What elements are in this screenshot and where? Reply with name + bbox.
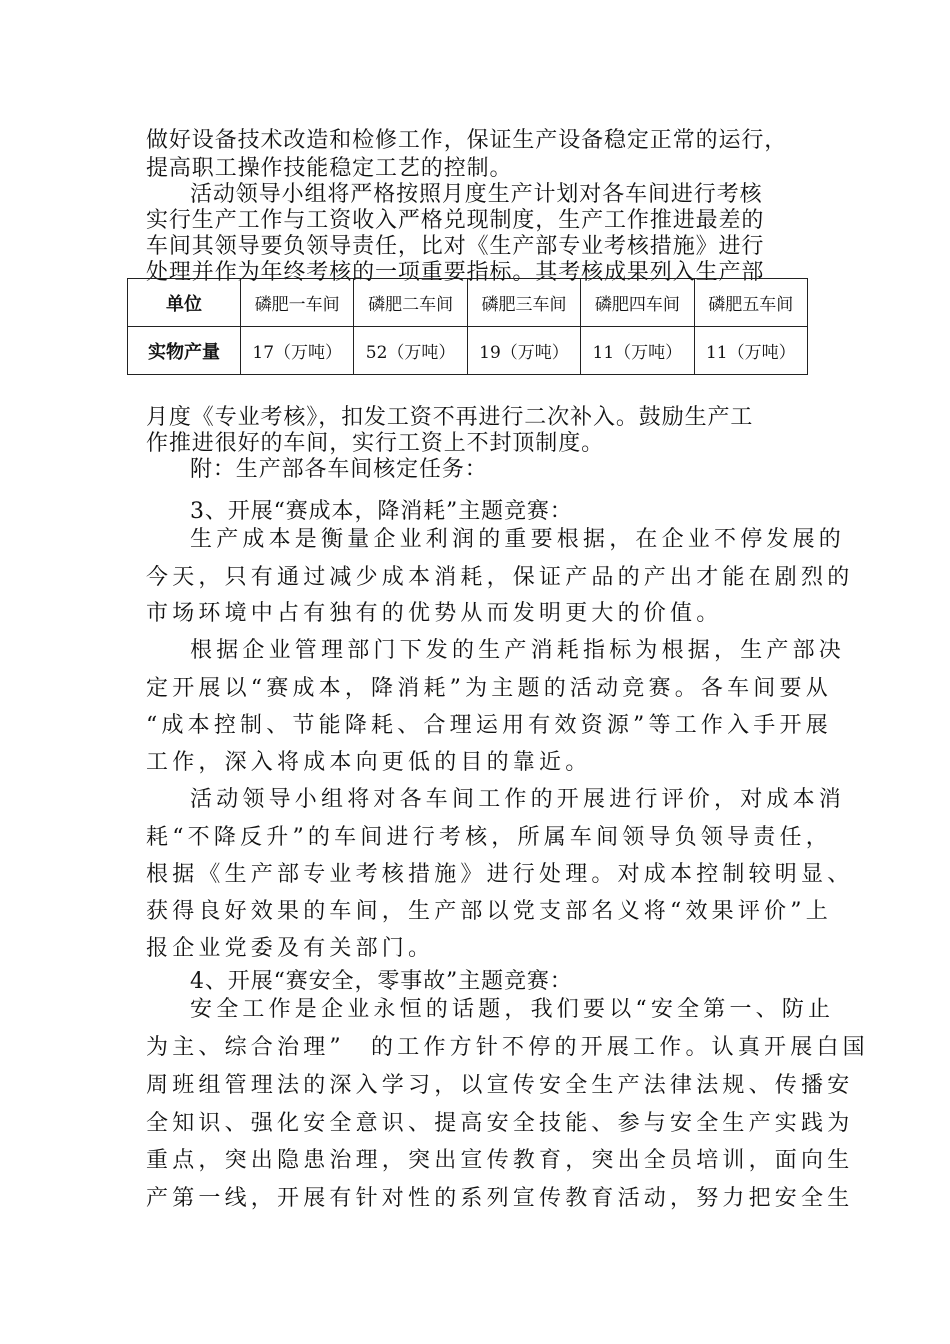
text-line: 处理并作为年终考核的一项重要指标。其考核成果列入生产部 [146,260,765,285]
table-cell: 11（万吨） [581,327,694,375]
text-line: 报企业党委及有关部门。 [146,936,435,961]
table-cell: 磷肥一车间 [241,279,354,327]
text-line: 作推进很好的车间，实行工资上不封顶制度。 [146,431,605,456]
table-cell: 52（万吨） [354,327,467,375]
text-line: 重点，突出隐患治理，突出宣传教育，突出全员培训，面向生 [146,1148,854,1173]
text-line: 月度《专业考核》，扣发工资不再进行二次补入。鼓励生产工 [146,405,754,430]
text-line: 定开展以“赛成本，降消耗”为主题的活动竞赛。各车间要从 [146,676,832,701]
text-line: 为主、综合治理” 的工作方针不停的开展工作。认真开展白国 [146,1035,869,1060]
section-heading: 3、开展“赛成本，降消耗”主题竞赛： [190,499,573,524]
table-cell: 磷肥四车间 [581,279,694,327]
text-line: 工作，深入将成本向更低的目的靠近。 [146,750,592,775]
table-header-row [128,279,808,327]
text-line: 根据企业管理部门下发的生产消耗指标为根据，生产部决 [190,638,846,663]
table-cell: 11（万吨） [694,327,807,375]
table-cell: 磷肥二车间 [354,279,467,327]
text-line: 全知识、强化安全意识、提高安全技能、参与安全生产实践为 [146,1111,854,1136]
text-line: 做好设备技术改造和检修工作，保证生产设备稳定正常的运行， [146,128,788,153]
section-heading: 4、开展“赛安全，零事故”主题竞赛： [190,969,573,994]
table-cell: 17（万吨） [241,327,354,375]
text-line: 活动领导小组将对各车间工作的开展进行评价，对成本消 [190,787,846,812]
table-cell: 磷肥五车间 [694,279,807,327]
table-cell: 实物产量 [128,327,241,375]
table-cell: 单位 [128,279,241,327]
production-table [127,278,808,375]
table-row [128,327,808,375]
text-line: 附：生产部各车间核定任务： [190,457,488,482]
table-cell: 19（万吨） [467,327,580,375]
text-line: 根据《生产部专业考核措施》进行处理。对成本控制较明显、 [146,862,854,887]
table-cell: 磷肥三车间 [467,279,580,327]
text-line: “成本控制、节能降耗、合理运用有效资源”等工作入手开展 [146,713,832,738]
text-line: 车间其领导要负领导责任，比对《生产部专业考核措施》进行 [146,234,765,259]
text-line: 提高职工操作技能稳定工艺的控制。 [146,156,513,181]
text-line: 产第一线，开展有针对性的系列宣传教育活动，努力把安全生 [146,1186,854,1211]
text-line: 活动领导小组将严格按照月度生产计划对各车间进行考核 [190,182,763,207]
text-line: 安全工作是企业永恒的话题，我们要以“安全第一、防止 [190,997,835,1022]
text-line: 获得良好效果的车间，生产部以党支部名义将“效果评价”上 [146,899,832,924]
text-line: 实行生产工作与工资收入严格兑现制度，生产工作推进最差的 [146,208,765,233]
text-line: 生产成本是衡量企业利润的重要根据，在企业不停发展的 [190,527,846,552]
text-line: 今天，只有通过减少成本消耗，保证产品的产出才能在剧烈的 [146,565,854,590]
text-line: 周班组管理法的深入学习，以宣传安全生产法律法规、传播安 [146,1073,854,1098]
text-line: 耗“不降反升”的车间进行考核，所属车间领导负领导责任， [146,825,832,850]
text-line: 市场环境中占有独有的优势从而发明更大的价值。 [146,601,723,626]
